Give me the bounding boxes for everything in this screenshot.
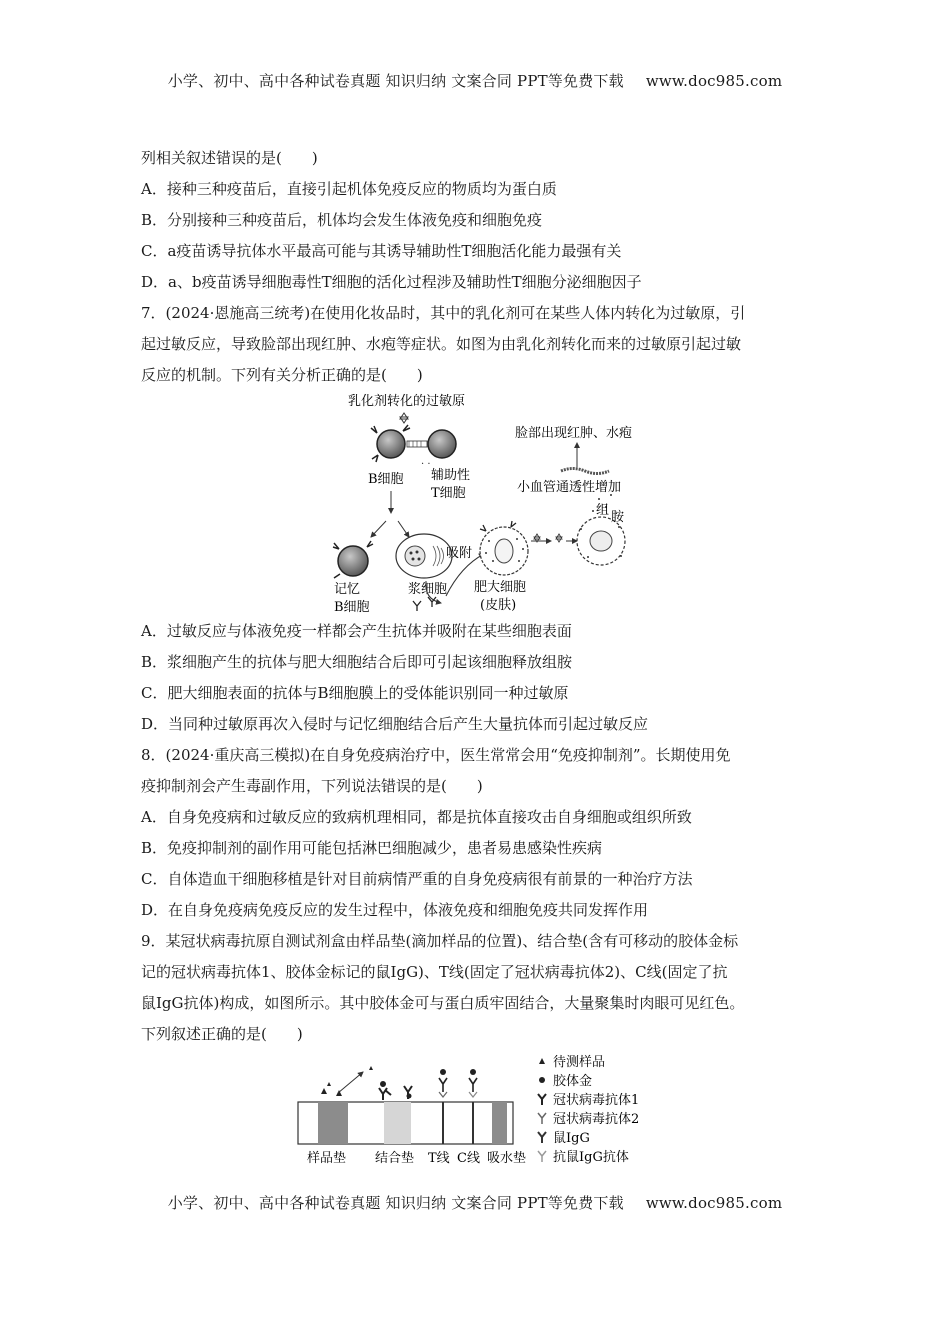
label-conjugate-pad: 结合垫 xyxy=(375,1151,415,1166)
q8-option-b: B．免疫抑制剂的副作用可能包括淋巴细胞减少，患者易患感染性疾病 xyxy=(141,839,603,857)
page-footer xyxy=(0,1192,950,1213)
memory-label-1: 记忆 xyxy=(334,582,361,597)
header-site[interactable]: www.doc985.com xyxy=(645,72,783,90)
dot-icon xyxy=(539,1077,545,1083)
test-strip-diagram xyxy=(141,1050,823,1170)
gold-antibody-icon xyxy=(379,1081,391,1100)
b-cell xyxy=(371,425,410,462)
b-cell-label: B细胞 xyxy=(368,472,404,487)
antibody1-icon xyxy=(538,1094,546,1105)
anti-mouse-igg-icon xyxy=(538,1151,546,1162)
mast-label-1: 肥大细胞 xyxy=(474,580,527,595)
q8-stem-2: 疫抑制剂会产生毒副作用，下列说法错误的是( ) xyxy=(141,777,483,795)
label-absorbent-pad: 吸水垫 xyxy=(487,1151,527,1166)
symptom-label: 脸部出现红肿、水疱 xyxy=(515,426,633,441)
arrow-icon xyxy=(398,521,409,537)
allergy-mechanism-figure xyxy=(141,391,823,616)
q8-option-d: D．在自身免疫病免疫反应的发生过程中，体液免疫和细胞免疫共同发挥作用 xyxy=(141,901,649,919)
q6-option-b: B．分别接种三种疫苗后，机体均会发生体液免疫和细胞免疫 xyxy=(141,211,543,229)
mast-label-2: (皮肤) xyxy=(480,598,517,613)
mast-cell xyxy=(480,521,528,575)
histamine-label-2: 胺 xyxy=(611,510,625,525)
label-sample-pad: 样品垫 xyxy=(307,1151,347,1166)
vessel-label: 小血管通透性增加 xyxy=(517,480,622,495)
q9-stem-4: 下列叙述正确的是( ) xyxy=(141,1025,303,1043)
q7-option-a: A．过敏反应与体液免疫一样都会产生抗体并吸附在某些细胞表面 xyxy=(141,622,572,640)
helper-t-label-2: T细胞 xyxy=(431,486,466,501)
q7-option-d: D．当同种过敏原再次入侵时与记忆细胞结合后产生大量抗体而引起过敏反应 xyxy=(141,715,649,733)
header-tagline: 小学、初中、高中各种试卷真题 知识归纳 文案合同 PPT等免费下载 xyxy=(167,72,624,90)
q6-stem: 列相关叙述错误的是( ) xyxy=(141,149,318,167)
allergy-diagram xyxy=(141,391,823,616)
page-header xyxy=(0,70,950,91)
q7-stem-1: 7．(2024·恩施高三统考)在使用化妆品时，其中的乳化剂可在某些人体内转化为过敏原，引 xyxy=(141,304,746,322)
helper-t-label-1: 辅助性 xyxy=(431,468,471,483)
q7-stem-2: 起过敏反应，导致脸部出现红肿、水疱等症状。如图为由乳化剂转化而来的过敏原引起过敏 xyxy=(141,335,742,353)
plasma-cell xyxy=(396,534,452,578)
t-line-antibody-icon xyxy=(439,1069,447,1097)
footer-tagline: 小学、初中、高中各种试卷真题 知识归纳 文案合同 PPT等免费下载 xyxy=(167,1194,624,1212)
memory-label-2: B细胞 xyxy=(334,600,370,615)
q9-stem-1: 9．某冠状病毒抗原自测试剂盒由样品垫(滴加样品的位置)、结合垫(含有可移动的胶体金标 xyxy=(141,932,739,950)
allergen-label: 乳化剂转化的过敏原 xyxy=(348,394,466,409)
adsorb-label: 吸附 xyxy=(446,546,473,561)
q7-stem-3: 反应的机制。下列有关分析正确的是( ) xyxy=(141,366,423,384)
q6-option-c: C．a疫苗诱导抗体水平最高可能与其诱导辅助性T细胞活化能力最强有关 xyxy=(141,242,622,260)
legend-anti-mouse-igg: 抗鼠IgG抗体 xyxy=(553,1150,629,1165)
triangle-icon xyxy=(539,1058,545,1064)
helper-t-cell xyxy=(407,430,456,470)
c-line-antibody-icon xyxy=(469,1069,477,1097)
sample-pad xyxy=(318,1102,348,1144)
conjugate-pad xyxy=(384,1102,411,1144)
test-strip-figure xyxy=(141,1050,823,1170)
legend xyxy=(538,1054,639,1165)
vessel-icon xyxy=(561,469,609,474)
legend-antibody1: 冠状病毒抗体1 xyxy=(553,1093,640,1108)
q6-option-d: D．a、b疫苗诱导细胞毒性T细胞的活化过程涉及辅助性T细胞分泌细胞因子 xyxy=(141,273,642,291)
q8-option-c: C．自体造血干细胞移植是针对目前病情严重的自身免疫病很有前景的一种治疗方法 xyxy=(141,870,693,888)
footer-site[interactable]: www.doc985.com xyxy=(645,1194,783,1212)
q8-option-a: A．自身免疫病和过敏反应的致病机理相同，都是抗体直接攻击自身细胞或组织所致 xyxy=(141,808,692,826)
q6-option-a: A．接种三种疫苗后，直接引起机体免疫反应的物质均为蛋白质 xyxy=(141,180,557,198)
histamine-label-1: 组 xyxy=(596,503,610,518)
q9-stem-3: 鼠IgG抗体)构成，如图所示。其中胶体金可与蛋白质牢固结合，大量聚集时肉眼可见红色。 xyxy=(141,994,745,1012)
mouse-igg-icon xyxy=(404,1086,412,1099)
svg-text:· ·: · · xyxy=(421,459,431,470)
absorbent-pad xyxy=(492,1102,507,1144)
label-t-line: T线 xyxy=(428,1151,450,1166)
q7-option-c: C．肥大细胞表面的抗体与B细胞膜上的受体能识别同一种过敏原 xyxy=(141,684,569,702)
q9-stem-2: 记的冠状病毒抗体1、胶体金标记的鼠IgG)、T线(固定了冠状病毒抗体2)、C线(固定了抗 xyxy=(141,963,728,981)
sample-icon xyxy=(321,1082,342,1096)
antibody2-icon xyxy=(538,1113,546,1124)
legend-antibody2: 冠状病毒抗体2 xyxy=(553,1112,640,1127)
legend-mouse-igg: 鼠IgG xyxy=(553,1131,590,1146)
q8-stem-1: 8．(2024·重庆高三模拟)在自身免疫病治疗中，医生常常会用“免疫抑制剂”。长期使用免 xyxy=(141,746,731,764)
arrow-icon xyxy=(371,521,386,537)
q7-option-b: B．浆细胞产生的抗体与肥大细胞结合后即可引起该细胞释放组胺 xyxy=(141,653,573,671)
plasma-label: 浆细胞 xyxy=(408,582,448,597)
legend-sample: 待测样品 xyxy=(553,1055,606,1070)
allergen-icon xyxy=(400,413,408,423)
question-content xyxy=(141,143,823,1170)
mouse-igg-legend-icon xyxy=(538,1132,546,1143)
label-c-line: C线 xyxy=(457,1151,480,1166)
memory-b-cell xyxy=(333,541,373,578)
legend-gold: 胶体金 xyxy=(553,1074,593,1089)
